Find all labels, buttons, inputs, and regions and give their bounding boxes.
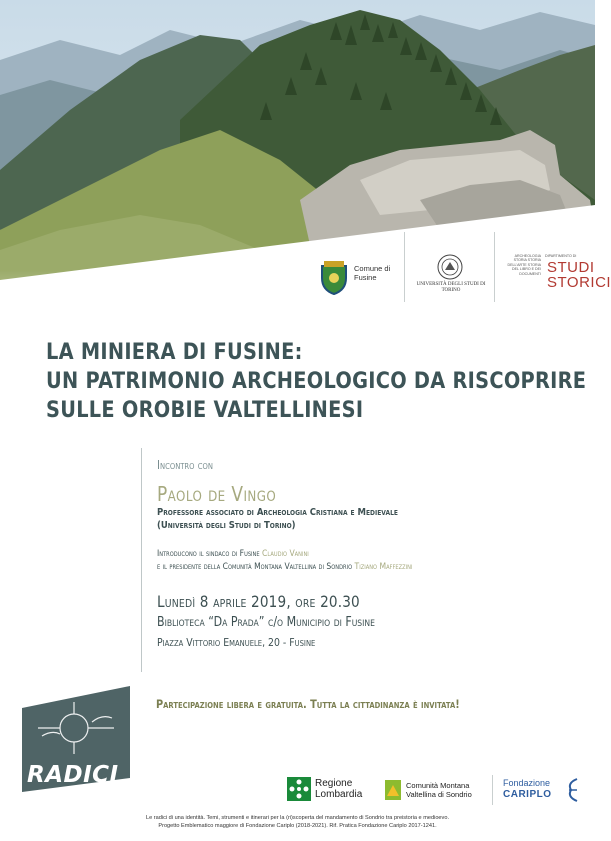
title-line-2: UN PATRIMONIO ARCHEOLOGICO DA RISCOPRIRE bbox=[46, 369, 587, 394]
incontro-label: Incontro con bbox=[157, 458, 213, 472]
radici-logo bbox=[22, 686, 130, 792]
intro1-prefix: Introducono il sindaco di Fusine bbox=[157, 549, 260, 559]
comune-di-fusine-logo bbox=[314, 232, 396, 302]
event-date: Lunedì 8 aprile 2019, ore 20.30 bbox=[157, 592, 360, 611]
speaker-role: Professore associato di Archeologia Cristiana e Medievale bbox=[157, 507, 398, 518]
partner-logos bbox=[308, 232, 611, 302]
universita-torino-logo bbox=[404, 232, 494, 302]
participation-note: Partecipazione libera e gratuita. Tutta la cittadinanza è invitata! bbox=[156, 697, 460, 711]
fondazione-cariplo-logo bbox=[492, 775, 582, 805]
coat-of-arms-icon bbox=[318, 260, 350, 296]
studi-storici-logo bbox=[494, 232, 611, 302]
cariplo-line2: CARIPLO bbox=[503, 789, 552, 800]
comunita-montana-label: Comunità Montana Valtellina di Sondrio bbox=[406, 781, 472, 799]
introduction-line-1 bbox=[157, 548, 336, 560]
intro2-prefix: e il presidente della Comunità Montana Valtellina di Sondrio bbox=[157, 562, 353, 572]
studi-storici-text: STUDI STORICI bbox=[547, 259, 611, 291]
introduction-line-2 bbox=[157, 561, 458, 573]
radici-wordmark: RADICI bbox=[27, 762, 119, 788]
comune-label: Comune di Fusine bbox=[354, 264, 391, 282]
universita-label: UNIVERSITÀ DEGLI STUDI DI TORINO bbox=[416, 282, 486, 293]
comunita-montana-icon bbox=[385, 780, 401, 800]
intro2-name: Tiziano Maffezzini bbox=[354, 562, 413, 572]
footer-credits bbox=[0, 814, 595, 830]
intro1-name: Claudio Vanini bbox=[262, 549, 309, 559]
lombardia-rose-icon bbox=[287, 777, 311, 801]
speaker-name: Paolo de Vingo bbox=[157, 482, 277, 506]
lombardia-label: Regione Lombardia bbox=[315, 778, 363, 800]
cariplo-line1: Fondazione bbox=[503, 778, 551, 788]
footer-line-2: Progetto Emblematico maggiore di Fondazione Cariplo (2018-2021). Rif. Pratica Fondazione Cariplo 2017-1241. bbox=[158, 823, 437, 829]
cariplo-mark-icon bbox=[565, 777, 579, 803]
event-address: Piazza Vittorio Emanuele, 20 - Fusine bbox=[157, 636, 316, 649]
studi-subjects-text: ARCHEOLOGIA STORIA STORIA DELL'ARTE STORIA DEL LIBRO E DEI DOCUMENTI bbox=[507, 254, 541, 276]
title-line-3: SULLE OROBIE VALTELLINESI bbox=[46, 398, 364, 423]
regione-lombardia-logo bbox=[287, 775, 377, 805]
studi-dept-text: DIPARTIMENTO DI bbox=[545, 254, 577, 258]
event-title bbox=[46, 338, 587, 425]
title-line-1: LA MINIERA DI FUSINE: bbox=[46, 340, 303, 365]
university-seal-icon bbox=[437, 254, 463, 280]
footer-line-1: Le radici di una identità. Temi, strumenti e itinerari per la (ri)scoperta del mandamento di Sondrio tra preistoria e medioevo. bbox=[145, 815, 450, 821]
comunita-montana-logo bbox=[385, 775, 485, 805]
speaker-affiliation: (Università degli Studi di Torino) bbox=[157, 520, 296, 531]
event-venue: Biblioteca “Da Prada” c/o Municipio di Fusine bbox=[157, 615, 375, 630]
event-details bbox=[141, 448, 571, 672]
